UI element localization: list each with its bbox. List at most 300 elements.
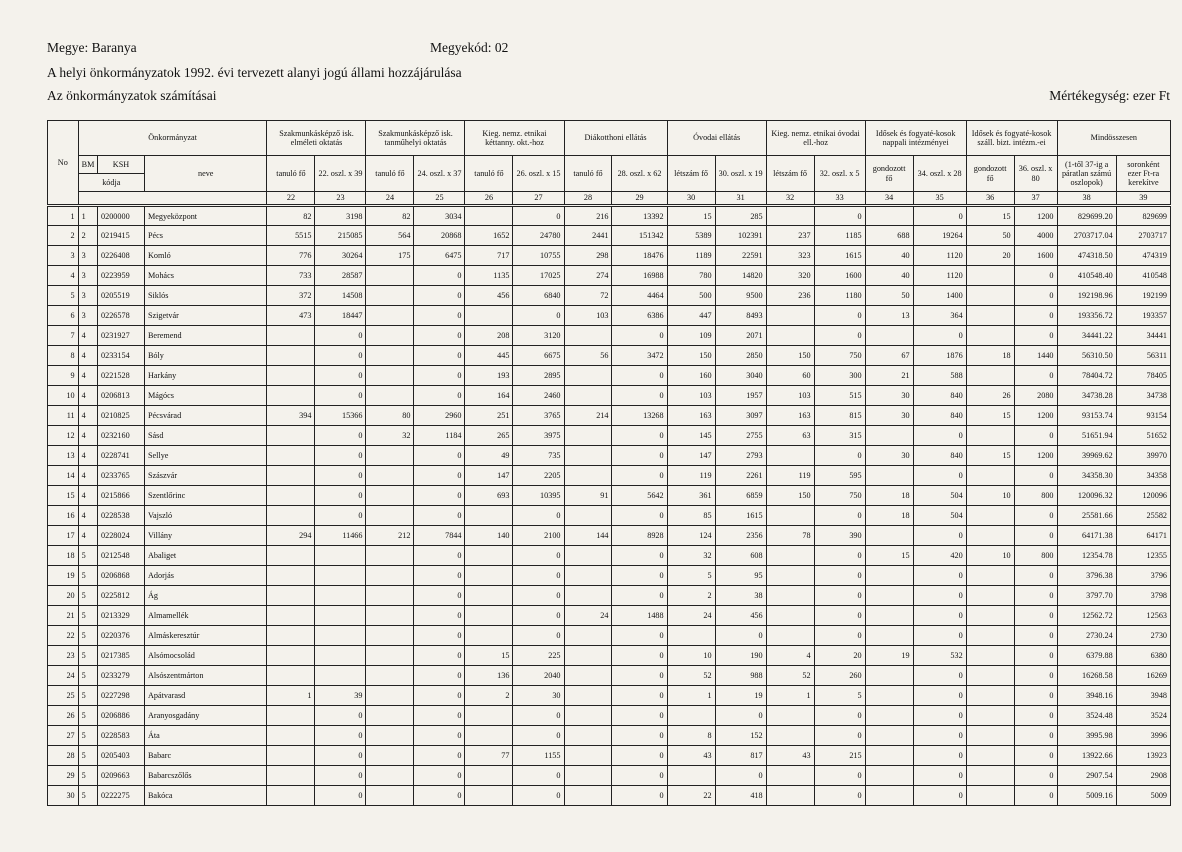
document-subtitle: Az önkormányzatok számításai [47, 88, 217, 103]
value-cell: 447 [667, 306, 715, 326]
value-cell: 0 [414, 766, 465, 786]
value-cell [667, 766, 715, 786]
value-cell: 688 [865, 226, 913, 246]
value-cell: 13392 [612, 206, 667, 226]
value-cell: 2356 [715, 526, 766, 546]
value-cell [267, 426, 315, 446]
col-sub-36: gondozott fő [966, 156, 1014, 192]
col-sub-33: 32. oszl. x 5 [814, 156, 865, 192]
value-cell: 0 [414, 506, 465, 526]
value-cell: 2895 [513, 366, 564, 386]
value-cell: 12562.72 [1057, 606, 1116, 626]
value-cell: 15 [865, 546, 913, 566]
value-cell [315, 626, 366, 646]
value-cell: 38 [715, 586, 766, 606]
value-cell: 30 [865, 446, 913, 466]
row-no: 29 [48, 766, 79, 786]
value-cell: 0 [1014, 326, 1057, 346]
value-cell: 1957 [715, 386, 766, 406]
bm-code: 5 [78, 786, 97, 806]
value-cell: 0 [814, 786, 865, 806]
municipality-name: Ág [144, 586, 267, 606]
value-cell: 0 [715, 706, 766, 726]
municipality-name: Alsószentmárton [144, 666, 267, 686]
ksh-code: 0223959 [98, 266, 145, 286]
value-cell: 0 [414, 566, 465, 586]
value-cell [966, 266, 1014, 286]
value-cell: 0 [913, 666, 966, 686]
row-no: 18 [48, 546, 79, 566]
ksh-code: 0200000 [98, 206, 145, 226]
municipality-name: Sásd [144, 426, 267, 446]
value-cell: 19 [715, 686, 766, 706]
value-cell: 300 [814, 366, 865, 386]
value-cell: 608 [715, 546, 766, 566]
value-cell: 14820 [715, 266, 766, 286]
table-row [48, 766, 1171, 786]
row-no: 9 [48, 366, 79, 386]
value-cell: 103 [667, 386, 715, 406]
table-row [48, 586, 1171, 606]
value-cell: 119 [667, 466, 715, 486]
value-cell: 0 [612, 706, 667, 726]
value-cell: 0 [513, 626, 564, 646]
value-cell: 1876 [913, 346, 966, 366]
municipality-name: Bóly [144, 346, 267, 366]
ksh-code: 0209663 [98, 766, 145, 786]
value-cell: 102391 [715, 226, 766, 246]
municipality-name: Babarc [144, 746, 267, 766]
value-cell: 49 [465, 446, 513, 466]
value-cell [267, 626, 315, 646]
value-cell: 11466 [315, 526, 366, 546]
value-cell [366, 766, 414, 786]
table-row [48, 206, 1171, 226]
value-cell: 1120 [913, 246, 966, 266]
col-number: 39 [1116, 192, 1170, 206]
municipality-name: Pécs [144, 226, 267, 246]
ksh-code: 0226578 [98, 306, 145, 326]
value-cell [465, 726, 513, 746]
value-cell: 315 [814, 426, 865, 446]
value-cell: 2261 [715, 466, 766, 486]
ksh-code: 0228741 [98, 446, 145, 466]
value-cell: 1 [667, 686, 715, 706]
value-cell: 0 [913, 766, 966, 786]
value-cell: 564 [366, 226, 414, 246]
value-cell [366, 266, 414, 286]
value-cell: 0 [1014, 566, 1057, 586]
value-cell: 147 [465, 466, 513, 486]
value-cell [564, 326, 612, 346]
value-cell: 20 [814, 646, 865, 666]
value-cell [564, 686, 612, 706]
municipality-name: Aranyosgadány [144, 706, 267, 726]
col-number: 29 [612, 192, 667, 206]
value-cell [267, 466, 315, 486]
value-cell: 1615 [715, 506, 766, 526]
value-cell: 34441 [1116, 326, 1170, 346]
col-sub-25: 24. oszl. x 37 [414, 156, 465, 192]
value-cell: 0 [513, 306, 564, 326]
bm-code: 4 [78, 526, 97, 546]
value-cell [564, 746, 612, 766]
value-cell: 1440 [1014, 346, 1057, 366]
value-cell: 0 [315, 426, 366, 446]
value-cell [366, 646, 414, 666]
value-cell: 236 [766, 286, 814, 306]
value-cell [267, 666, 315, 686]
value-cell: 67 [865, 346, 913, 366]
value-cell [366, 786, 414, 806]
value-cell: 0 [814, 326, 865, 346]
value-cell [564, 546, 612, 566]
table-row [48, 706, 1171, 726]
value-cell: 285 [715, 206, 766, 226]
value-cell: 82 [366, 206, 414, 226]
value-cell: 988 [715, 666, 766, 686]
value-cell [766, 726, 814, 746]
value-cell [564, 666, 612, 686]
table-row [48, 286, 1171, 306]
value-cell: 150 [667, 346, 715, 366]
value-cell: 28587 [315, 266, 366, 286]
value-cell: 0 [715, 766, 766, 786]
value-cell: 10395 [513, 486, 564, 506]
value-cell: 175 [366, 246, 414, 266]
value-cell [366, 546, 414, 566]
value-cell: 0 [913, 526, 966, 546]
row-no: 22 [48, 626, 79, 646]
value-cell: 0 [1014, 726, 1057, 746]
value-cell: 0 [1014, 786, 1057, 806]
value-cell: 0 [814, 706, 865, 726]
bm-code: 4 [78, 426, 97, 446]
value-cell: 0 [913, 726, 966, 746]
value-cell [366, 486, 414, 506]
bm-code: 4 [78, 446, 97, 466]
bm-code: 5 [78, 626, 97, 646]
value-cell: 3765 [513, 406, 564, 426]
value-cell: 1180 [814, 286, 865, 306]
bm-code: 4 [78, 506, 97, 526]
value-cell: 0 [1014, 586, 1057, 606]
value-cell: 0 [612, 446, 667, 466]
value-cell: 1600 [814, 266, 865, 286]
value-cell: 0 [513, 786, 564, 806]
value-cell: 0 [414, 326, 465, 346]
value-cell: 2730 [1116, 626, 1170, 646]
value-cell: 214 [564, 406, 612, 426]
value-cell: 0 [913, 206, 966, 226]
value-cell: 0 [814, 606, 865, 626]
ksh-code: 0228538 [98, 506, 145, 526]
row-no: 20 [48, 586, 79, 606]
value-cell: 5009.16 [1057, 786, 1116, 806]
table-row [48, 546, 1171, 566]
municipality-name: Harkány [144, 366, 267, 386]
table-row [48, 366, 1171, 386]
value-cell: 0 [612, 466, 667, 486]
value-cell: 1 [267, 686, 315, 706]
value-cell: 2460 [513, 386, 564, 406]
value-cell: 0 [612, 426, 667, 446]
value-cell: 6859 [715, 486, 766, 506]
value-cell: 0 [814, 726, 865, 746]
col-group-6: Kieg. nemz. etnikai óvodai ell.-hoz [766, 121, 865, 156]
value-cell: 323 [766, 246, 814, 266]
value-cell: 6379.88 [1057, 646, 1116, 666]
value-cell: 0 [814, 306, 865, 326]
value-cell: 0 [315, 346, 366, 366]
value-cell: 815 [814, 406, 865, 426]
bm-code: 4 [78, 346, 97, 366]
value-cell: 0 [913, 586, 966, 606]
value-cell: 215 [814, 746, 865, 766]
bm-code: 5 [78, 586, 97, 606]
value-cell [667, 626, 715, 646]
value-cell: 25582 [1116, 506, 1170, 526]
value-cell: 164 [465, 386, 513, 406]
value-cell: 5389 [667, 226, 715, 246]
col-kodja: kódja [78, 174, 144, 192]
value-cell [766, 446, 814, 466]
value-cell: 34358.30 [1057, 466, 1116, 486]
value-cell: 2907.54 [1057, 766, 1116, 786]
value-cell: 18 [865, 486, 913, 506]
value-cell: 0 [814, 506, 865, 526]
value-cell: 1200 [1014, 446, 1057, 466]
value-cell: 0 [315, 386, 366, 406]
value-cell: 0 [612, 746, 667, 766]
value-cell: 0 [612, 766, 667, 786]
col-group-4: Diákotthoni ellátás [564, 121, 667, 156]
value-cell: 0 [513, 766, 564, 786]
municipality-name: Bakóca [144, 786, 267, 806]
value-cell: 0 [1014, 306, 1057, 326]
value-cell [766, 706, 814, 726]
value-cell [966, 286, 1014, 306]
value-cell: 0 [913, 326, 966, 346]
value-cell [267, 366, 315, 386]
municipality-name: Komló [144, 246, 267, 266]
bm-code: 5 [78, 746, 97, 766]
value-cell: 212 [366, 526, 414, 546]
value-cell: 12563 [1116, 606, 1170, 626]
col-number: 36 [966, 192, 1014, 206]
ksh-code: 0233279 [98, 666, 145, 686]
municipality-name: Pécsvárad [144, 406, 267, 426]
value-cell: 13923 [1116, 746, 1170, 766]
col-group-3: Kieg. nemz. etnikai kéttanny. okt.-hoz [465, 121, 564, 156]
ksh-code: 0232160 [98, 426, 145, 446]
value-cell [366, 506, 414, 526]
value-cell [465, 626, 513, 646]
value-cell: 56 [564, 346, 612, 366]
value-cell: 0 [913, 566, 966, 586]
value-cell: 0 [612, 326, 667, 346]
value-cell: 840 [913, 446, 966, 466]
municipality-name: Almamellék [144, 606, 267, 626]
value-cell: 24 [667, 606, 715, 626]
value-cell: 225 [513, 646, 564, 666]
value-cell: 0 [315, 486, 366, 506]
municipality-name: Babarcszőlős [144, 766, 267, 786]
value-cell [267, 446, 315, 466]
col-num-blank [78, 192, 267, 206]
value-cell: 2703717.04 [1057, 226, 1116, 246]
bm-code: 5 [78, 666, 97, 686]
ksh-code: 0222275 [98, 786, 145, 806]
value-cell: 18447 [315, 306, 366, 326]
row-no: 28 [48, 746, 79, 766]
table-row [48, 626, 1171, 646]
col-sub-34: gondozott fő [865, 156, 913, 192]
value-cell: 0 [414, 786, 465, 806]
value-cell: 18476 [612, 246, 667, 266]
ksh-code: 0228583 [98, 726, 145, 746]
col-sub-39: soronként ezer Ft-ra kerekítve [1116, 156, 1170, 192]
value-cell [865, 426, 913, 446]
value-cell: 0 [612, 546, 667, 566]
value-cell: 237 [766, 226, 814, 246]
value-cell: 43 [667, 746, 715, 766]
col-number: 26 [465, 192, 513, 206]
value-cell: 298 [564, 246, 612, 266]
value-cell [564, 366, 612, 386]
value-cell: 3120 [513, 326, 564, 346]
ksh-code: 0233154 [98, 346, 145, 366]
col-onkormanyzat: Önkormányzat [78, 121, 267, 156]
bm-code: 5 [78, 646, 97, 666]
value-cell [267, 606, 315, 626]
value-cell: 119 [766, 466, 814, 486]
row-no: 21 [48, 606, 79, 626]
value-cell [966, 566, 1014, 586]
value-cell: 0 [913, 686, 966, 706]
value-cell [366, 586, 414, 606]
value-cell: 0 [612, 626, 667, 646]
col-sub-23: 22. oszl. x 39 [315, 156, 366, 192]
value-cell: 10755 [513, 246, 564, 266]
ksh-code: 0212548 [98, 546, 145, 566]
col-sub-37: 36. oszl. x 80 [1014, 156, 1057, 192]
value-cell [865, 206, 913, 226]
value-cell [315, 546, 366, 566]
unit-label: Mértékegység: ezer Ft [1049, 88, 1170, 103]
bm-code: 5 [78, 546, 97, 566]
value-cell: 50 [865, 286, 913, 306]
value-cell: 19264 [913, 226, 966, 246]
table-row [48, 666, 1171, 686]
bm-code: 5 [78, 606, 97, 626]
value-cell: 15 [966, 406, 1014, 426]
value-cell: 150 [766, 486, 814, 506]
value-cell [766, 786, 814, 806]
value-cell: 0 [612, 726, 667, 746]
bm-code: 4 [78, 366, 97, 386]
value-cell: 372 [267, 286, 315, 306]
row-no: 13 [48, 446, 79, 466]
value-cell: 51651.94 [1057, 426, 1116, 446]
value-cell: 364 [913, 306, 966, 326]
value-cell [366, 746, 414, 766]
value-cell [865, 786, 913, 806]
value-cell: 0 [1014, 286, 1057, 306]
value-cell: 193 [465, 366, 513, 386]
value-cell [267, 706, 315, 726]
allocation-table [47, 120, 1171, 806]
value-cell [564, 786, 612, 806]
value-cell: 4 [766, 646, 814, 666]
bm-code: 3 [78, 246, 97, 266]
value-cell: 0 [414, 586, 465, 606]
bm-code: 5 [78, 566, 97, 586]
value-cell: 39969.62 [1057, 446, 1116, 466]
value-cell: 0 [414, 606, 465, 626]
value-cell: 3796.38 [1057, 566, 1116, 586]
value-cell [366, 466, 414, 486]
value-cell: 19 [865, 646, 913, 666]
municipality-name: Szászvár [144, 466, 267, 486]
value-cell: 2793 [715, 446, 766, 466]
value-cell [966, 666, 1014, 686]
value-cell: 0 [913, 786, 966, 806]
value-cell [966, 786, 1014, 806]
ksh-code: 0210825 [98, 406, 145, 426]
value-cell: 0 [315, 706, 366, 726]
value-cell: 800 [1014, 486, 1057, 506]
value-cell: 136 [465, 666, 513, 686]
value-cell [865, 526, 913, 546]
value-cell [315, 566, 366, 586]
value-cell [465, 566, 513, 586]
col-sub-26: tanuló fő [465, 156, 513, 192]
value-cell: 39 [315, 686, 366, 706]
value-cell: 0 [414, 366, 465, 386]
value-cell [966, 706, 1014, 726]
table-row [48, 326, 1171, 346]
value-cell: 40 [865, 246, 913, 266]
value-cell: 15 [465, 646, 513, 666]
value-cell: 30 [865, 386, 913, 406]
value-cell: 0 [612, 386, 667, 406]
value-cell: 0 [315, 446, 366, 466]
value-cell: 13 [865, 306, 913, 326]
value-cell [966, 466, 1014, 486]
value-cell [564, 626, 612, 646]
row-no: 1 [48, 206, 79, 226]
value-cell: 0 [315, 746, 366, 766]
municipality-name: Alsómocsolád [144, 646, 267, 666]
value-cell [564, 706, 612, 726]
ksh-code: 0215866 [98, 486, 145, 506]
value-cell: 0 [414, 466, 465, 486]
value-cell: 64171.38 [1057, 526, 1116, 546]
value-cell [267, 486, 315, 506]
value-cell: 103 [766, 386, 814, 406]
value-cell [267, 766, 315, 786]
value-cell: 120096.32 [1057, 486, 1116, 506]
value-cell [865, 626, 913, 646]
bm-code: 2 [78, 226, 97, 246]
col-group-2: Szakmunkásképző isk. tanműhelyi oktatás [366, 121, 465, 156]
value-cell: 445 [465, 346, 513, 366]
value-cell [465, 586, 513, 606]
value-cell: 0 [1014, 466, 1057, 486]
value-cell: 30 [513, 686, 564, 706]
value-cell: 0 [612, 366, 667, 386]
